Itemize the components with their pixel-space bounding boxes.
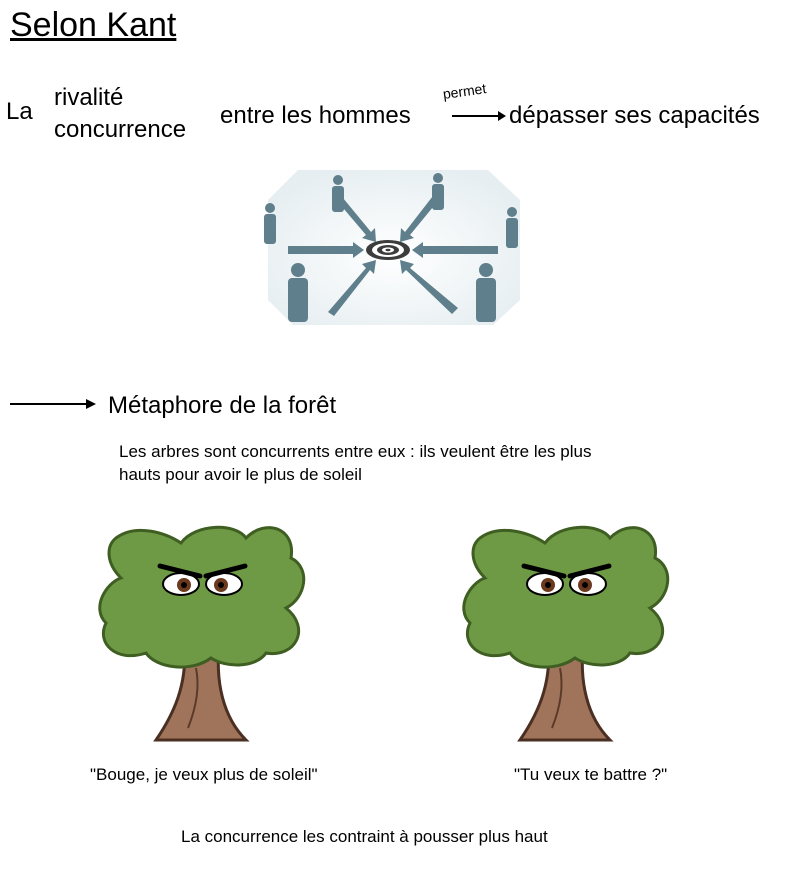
statement-word-rivalite: rivalité bbox=[54, 84, 124, 111]
angry-tree-right-icon bbox=[460, 518, 680, 748]
metaphor-heading: Métaphore de la forêt bbox=[108, 392, 337, 419]
competition-target-illustration bbox=[258, 160, 528, 330]
conclusion-text: La concurrence les contraint à pousser plus haut bbox=[181, 827, 548, 846]
statement-result: dépasser ses capacités bbox=[509, 102, 760, 129]
foliage bbox=[464, 527, 668, 667]
statement-word-concurrence: concurrence bbox=[54, 116, 187, 143]
statement-article: La bbox=[6, 98, 33, 125]
angry-tree-left-icon bbox=[96, 518, 316, 748]
page-title: Selon Kant bbox=[10, 6, 177, 44]
metaphor-explanation-line2: hauts pour avoir le plus de soleil bbox=[119, 465, 362, 484]
arrow-metaphor-icon bbox=[10, 398, 98, 410]
target-icon bbox=[366, 240, 410, 260]
tree-left-quote: "Bouge, je veux plus de soleil" bbox=[90, 765, 318, 784]
arrow-permet-icon bbox=[450, 110, 510, 122]
statement-middle: entre les hommes bbox=[220, 102, 411, 129]
arrow-label-permet: permet bbox=[441, 80, 488, 102]
tree-right-quote: "Tu veux te battre ?" bbox=[514, 765, 668, 784]
metaphor-explanation-line1: Les arbres sont concurrents entre eux : ils veulent être les plus bbox=[119, 442, 592, 461]
foliage bbox=[100, 527, 304, 667]
